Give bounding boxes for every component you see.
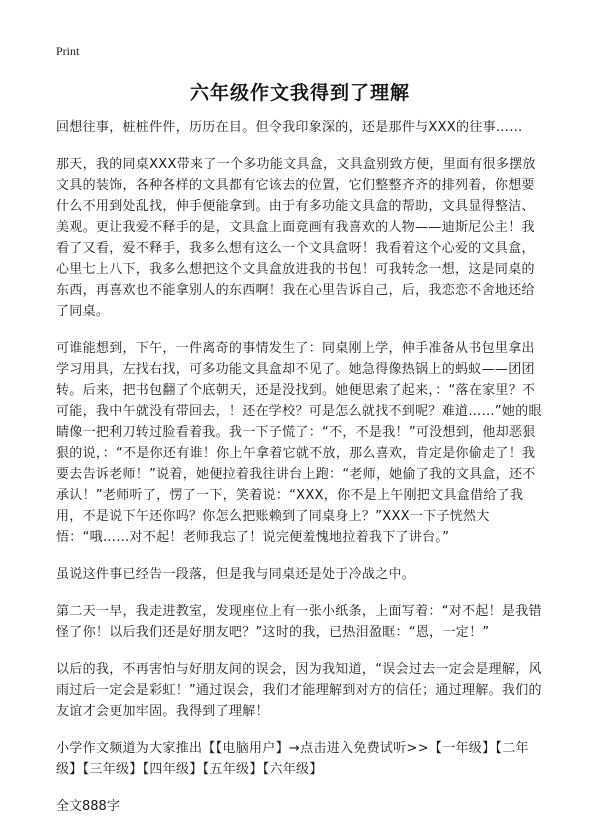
print-link[interactable]: Print [56,44,80,58]
paragraph-2: 那天，我的同桌XXX带来了一个多功能文具盒，文具盒别致方便，里面有很多摆放文具的装饰，各种各样的文具都有它该去的位置，它们整整齐齐的排列着，你想要什么不用到处乱找，伸手便能拿到。由于有多功能文具盒的帮助，文具显得整洁、美观。更让我爱不释手的是，文具盒上面竟画有我喜欢的人物——迪斯尼公主！我看了又看，爱不释手，我多么想有这么一个文具盒呀！我看着这个心爱的文具盒，心里七上八下，我多么想把这个文具盒放进我的书包！可我转念一想，这是同桌的东西，再喜欢也不能拿别人的东西啊！我在心里告诉自己，后，我恋恋不舍地还给了同桌。 [56,157,536,319]
paragraph-4: 虽说这件事已经告一段落，但是我与同桌还是处于冷战之中。 [56,567,416,582]
page-title: 六年级作文我得到了理解 [189,82,410,104]
channel-intro: 小学作文频道为大家推出【 [56,741,216,756]
paragraph-1: 回想往事，桩桩件件，历历在目。但令我印象深的，还是那件与XXX的往事…… [56,120,523,135]
article-body [56,117,546,817]
free-trial-link[interactable]: →点击进入免费试听>> [288,741,429,756]
word-count: 全文888字 [56,799,120,814]
grade-4-link[interactable]: 【四年级】 [142,762,203,777]
paragraph-3: 可谁能想到，下午，一件离奇的事情发生了：同桌刚上学，伸手准备从书包里拿出学习用具，左找右找，可多功能文具盒却不见了。她急得像热锅上的蚂蚁——团团转。后来，把书包翻了个底朝天，还是没找到。她便思索了起来，：“落在家里？不可能，我中午就没有带回去，！还在学校？可是怎么就找不到呢？难道……”她的眼睛像一把利刀转过脸看着我。我一下子慌了：“不，不是我！”可没想到，他却恶狠狠的说，：“不是你还有谁！你上午拿着它就不放，那么喜欢，肯定是你偷走了！我要去告诉老师！”说着，她便拉着我往讲台上跑：“老师，她偷了我的文具盒，还不承认！”老师听了，愣了一下，笑着说：“XXX，你不是上午刚把文具盒借给了我用，不是说下午还你吗？你怎么把账赖到了同桌身上？”XXX一下子恍然大悟：“哦……对不起！老师我忘了！说完便羞愧地拉着我下了讲台。” [56,341,542,545]
channel-nav [56,738,546,780]
grade-2-link[interactable]: 【二年级】 [56,741,529,777]
pc-user-link[interactable]: 【电脑用户】 [215,741,289,756]
grade-6-link[interactable]: 【六年级】 [262,762,323,777]
grade-1-link[interactable]: 【一年级】 [428,741,496,756]
grade-5-link[interactable]: 【五年级】 [202,762,263,777]
paragraph-6: 以后的我，不再害怕与好朋友间的误会，因为我知道，“误会过去一定会是理解，风雨过后一定会是彩虹！”通过误会，我们才能理解到对方的信任；通过理解。我们的友谊才会更加牢固。我得到了理解！ [56,662,542,719]
grade-3-link[interactable]: 【三年级】 [82,762,143,777]
paragraph-5: 第二天一早，我走进教室，发现座位上有一张小纸条，上面写着：“对不起！是我错怪了你！以后我们还是好朋友吧？”这时的我，已热泪盈眶：“恩，一定！” [56,604,542,640]
